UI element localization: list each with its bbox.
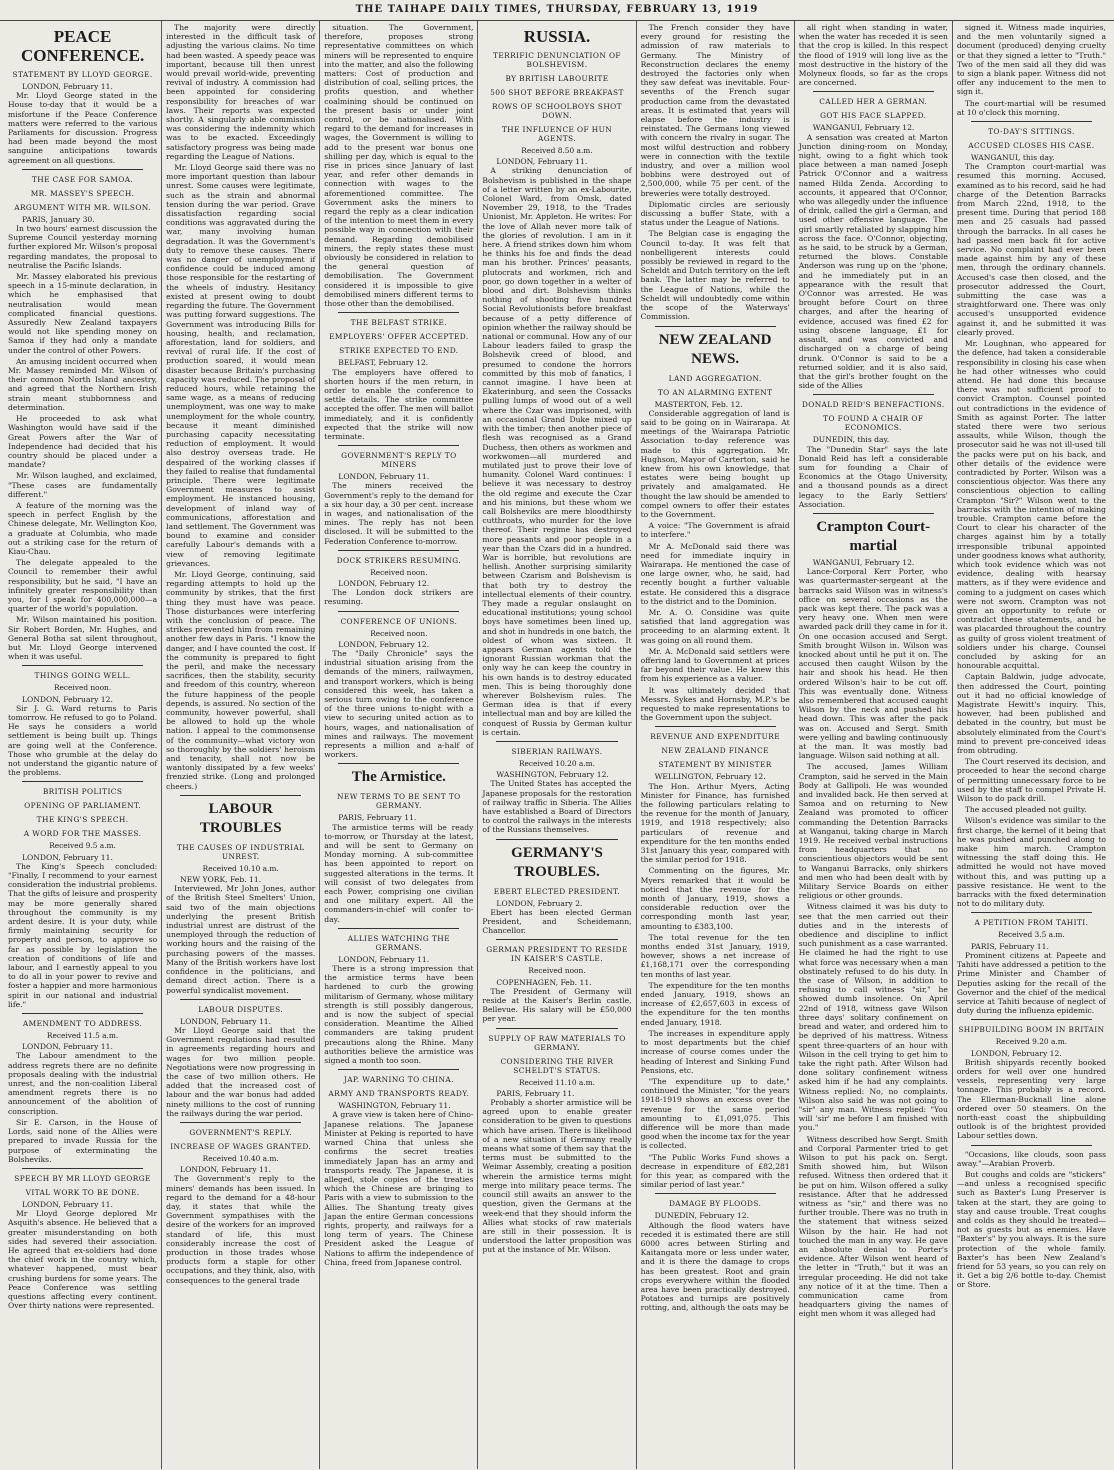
paragraph: "Occasions, like clouds, soon pass away."—Arabian Proverb. [956, 1149, 1106, 1168]
paragraph: The French consider they have every ground for resisting the admission of raw materials to Germany. The Ministry of Reconstruction declares the enemy destroyed the factories only when they saw defeat was inevitable. Four-sevenths of the French sugar production came from the devastated areas. It is estimated that years will elapse before the industry is reinstated. The Germans long viewed with concern the rivalry in sugar. The most wilful destruction and robbery were in connection with the textile industry, and over a million wool bobbins were destroyed out of 2,500,000, while 75 per cent. of the breweries were totally destroyed. [640, 23, 790, 198]
dateline: LONDON, February 11. [180, 1165, 272, 1175]
divider [971, 912, 1092, 913]
divider [496, 939, 617, 940]
subheading: TO AN ALARMING EXTENT [657, 387, 773, 397]
dateline: WANGANUI, this day. [970, 153, 1055, 163]
paragraph: A grave view is taken here of Chino-Japanese relations. The Japanese Minister at Peking is reported to have warned China that unless she confirms the secret treaties immediately Japan has an army and transports ready. The Japanese, it is alleged, stole copies of the treaties which the Chinese are bringing to Paris with a view to submission to the Allies. The Shantung treaty gives Japan the entire German concessions rights, property, and railways for a long term of years. The Chinese President asked the League of Nations to affirm the independence of China, freed from Japanese control. [324, 1110, 474, 1267]
subheading: JAP. WARNING TO CHINA. [343, 1075, 454, 1085]
dateline: DUNEDIN, this day. [812, 435, 890, 445]
subheading: GERMAN PRESIDENT TO RESIDE IN KAISER'S CASTLE. [486, 945, 628, 964]
dateline: LONDON, February 11. [180, 1016, 272, 1026]
divider [338, 550, 459, 551]
paragraph: situation. The Government, therefore, proposes strong representative committees on which miners will be represented to enquire into the matter, and also the following matters: Cost of production and distribution of coal, selling prices, the profits question, and whether coalmining should be continued on the present basis or under joint control, or be nationalised. With regard to the demand for increases in wages, the Government is willing to add to the present war bonus one shilling per day, which is equal to the rise in prices since January of last year, and refer other demands in connection with wages to the aforementioned committee. The Government asks the miners to regard the reply as a clear indication of the intention to meet them in every possible way in connection with their demand. Regarding demobilised miners, the reply states these must obviously be considered in relation to the general question of demobilisation. The Government considered it is impossible to give demobilised miners different terms to those other than the demobilised. [324, 23, 474, 309]
received-time: Received 11.10 a.m. [518, 1077, 596, 1087]
paragraph: Probably a shorter armistice will be agreed upon to enable greater consideration to be given to questions which have arisen. There is likelihood of a new situation if Germany really means what some of them say that the terms must be submitted to the Weimar Assembly, creating a position wherein the armistice terms might merge into military peace terms. The council still awaits an answer to the question, given the Germans at the week-end that they should inform the Allies what stocks of raw materials are still in their possession. It is understood the latter proposition was put at the instance of Mr. Wilson. [482, 1098, 632, 1255]
subheading: AMENDMENT TO ADDRESS. [22, 1019, 143, 1029]
column-4 [478, 21, 636, 1469]
divider [971, 121, 1092, 122]
divider [813, 91, 934, 92]
dateline: LONDON, February 11. [22, 852, 113, 862]
subheading: DONALD REID'S BENEFACTIONS. [801, 400, 945, 410]
paragraph: But coughs and colds are "stickers" —and unless a recognised specific such as Baxter's Lung Preserver is taken at the start, they are going to stay and cause trouble. Treat coughs and colds as they should be treated—not as guests but as enemies. Have "Baxter's" by you always. It is the sure protection of the whole family. Baxter's has been New Zealand's friend for 53 years, so you can rely on it. Get a big 2/6 bottle to-day. Chemist or Store. [956, 1169, 1106, 1290]
paragraph: The Government's reply to the miners' demands has been issued. In regard to the demand for a 48-hour day, it states that while the Government sympathises with the desire of the workers for an improved standard of life, this must considerably increase the cost of production in those trades whose products form a staple for other occupations, and they think, also, with consequences to the general trade [166, 1174, 316, 1285]
dateline: WASHINGTON, February 11. [338, 1101, 451, 1111]
dateline: BELFAST, February 12. [338, 358, 429, 368]
dateline: PARIS, February 11. [496, 1088, 575, 1098]
subheading: STRIKE EXPECTED TO END. [339, 346, 459, 356]
paragraph: A sensation was created at Marton Junction dining-room on Monday, night, owing to a fight which took place between a man named Joseph Patrick O'Connor and a waitress named Hilda Zenda. According to accounts, it appeared that O'Connor, who was allegedly under the influence of drink, called the girl a German, and used other offensive language. The girl smartly retaliated by slapping him across the face. O'Connor, objecting, as he said, to be struck by a German, returned the blows. Constable Anderson was rung up on the 'phone, and he immediately put in an appearance with the result that O'Connor was arrested. He was brought before Court on three charges, and after the hearing of evidence, accused was fined £2 for using obscene language, £1 for assault, and was convicted and discharged on a charge of being drunk. O'Connor is said to be a returned soldier, and it is also said, that the girl's brother fought on the side of the Allies [798, 132, 948, 391]
divider [338, 445, 459, 446]
received-time: Received 10.20 a.m. [518, 759, 596, 768]
headline: PEACE CONFERENCE. [20, 27, 145, 65]
paragraph: Considerable aggregation of land is said to be going on in Wairarapa. At meetings of the Wairarapa Patriotic Association to-day reference was made to this aggregation. Mr. Hughson, Mayor of Carterton, said he knew from his own knowledge, that estates were being bought up privately and amalgamated. He thought the law should be amended to compel owners to offer their estates to the Government. [640, 408, 790, 519]
dateline: LONDON, February 11. [338, 954, 430, 964]
divider [496, 839, 617, 840]
received-time: Received 10.40 a.m. [202, 1153, 279, 1163]
subheading: ARGUMENT WITH MR. WILSON. [14, 202, 151, 212]
paragraph: "The Public Works Fund shows a decrease in expenditure of £82,281 for this year, as compared with the similar period of last year." [640, 1152, 790, 1190]
divider [22, 665, 143, 666]
received-time: Received 10.10 a.m. [202, 863, 279, 873]
masthead: THE TAIHAPE DAILY TIMES, THURSDAY, FEBRUARY 13, 1919 [0, 0, 1114, 21]
column-3 [320, 21, 478, 1469]
paragraph: Mr Lloyd George deplored Mr Asquith's absence. He believed that a greater misunderstanding on both sides had severed their association. He agreed that ex-soldiers had done the chief work in the country which, whatever happened, must bear crushing burdens for some years. The Peace Conference was settling questions affecting every continent. Over thirty nations were represented. [8, 1209, 158, 1311]
dateline: LONDON, February 12. [22, 694, 113, 704]
dateline: WANGANUI, February 12. [812, 123, 915, 133]
dateline: WASHINGTON, February 12. [496, 770, 609, 780]
subheading: BY BRITISH LABOURITE [505, 74, 609, 83]
subheading: LAND AGGREGATION. [668, 373, 762, 383]
subheading: OPENING OF PARLIAMENT. [24, 801, 141, 811]
paragraph: Sir E. Carson, in the House of Lords, said none of the Allies were prepared to invade Russia for the purpose of exterminating the Bolsheviks. [8, 1117, 158, 1164]
paragraph: The President of Germany will reside at the Kaiser's Berlin castle, Bellevue. His salary will be £50,000 per year. [482, 986, 632, 1024]
paragraph: The employers have offered to shorten hours if the men return, in order to enable the conference to settle details. The strike committee accepted the offer. The men will ballot immediately, and it is confidently expected that the strike will now terminate. [324, 367, 474, 441]
paragraph: Mr. Wilson laughed, and exclaimed, "These cases are fundamentally different." [8, 471, 158, 499]
paragraph: The "Daily Chronicle" says the industrial situation arising from the demands of the miners, railwaymen, and transport workers, which is being considered this week, has taken a serious turn owing to the conference of the three unions to-night with a view to securing united action as to hours, wages, and nationalisation of mines and railways. The movement represents a million and a-half of workers. [324, 648, 474, 760]
paragraph: The Labour amendment to the address regrets there are no definite proposals dealing with the industrial unrest, and the non-coalition Liberal amendment regrets there is no announcement of the abolition of conscription. [8, 1051, 158, 1116]
subheading: DOCK STRIKERS RESUMING. [336, 555, 461, 565]
divider [813, 513, 934, 514]
subheading: THE KING'S SPEECH. [36, 815, 129, 825]
paragraph: Commenting on the figures, Mr. Myers remarked that it would be noticed that the revenue for the month of January, 1919, shows a considerable reduction over the corresponding month last year, amounting to £383,100. [640, 866, 790, 931]
paragraph: The increases in expenditure apply to most departments but the chief increase of course comes under the heading of Interest and Sinking Fund Pensions, etc. [640, 1028, 790, 1075]
subheading: ALLIES WATCHING THE GERMANS. [347, 933, 450, 952]
headline: The Armistice. [351, 769, 446, 786]
subheading: INCREASE OF WAGES GRANTED. [170, 1141, 312, 1151]
divider [180, 999, 301, 1000]
divider [813, 394, 934, 395]
paragraph: In two hours' earnest discussion the Supreme Council yesterday morning further explored Mr. Wilson's proposal regarding mandates, the proposal to neutralise the Pacific Islands. [8, 224, 158, 270]
subheading: TO FOUND A CHAIR OF ECONOMICS. [823, 414, 924, 433]
dateline: WANGANUI, February 12. [812, 557, 915, 567]
paragraph: Mr. Massey elaborated his previous speech in a 15-minute declaration, in which he emphasised that neutralisation would mean complicated financial questions. Assuredly New Zealand taxpayers would not like spending money on Samoa if they had only a mandate under the control of other Powers. [8, 272, 158, 355]
paragraph: A feature of the morning was the speech in perfect English by the Chinese delegate, Mr. Wellington Koo, a graduate at Columbia, who made out a striking case for the return of Kiau-Chau. [8, 500, 158, 556]
subheading: 500 SHOT BEFORE BREAKFAST [490, 88, 624, 97]
paragraph: An amusing incident occurred when Mr. Massey reminded Mr. Wilson of their common North Island ancestry, and agreed that the Northern Irish strain meant stubbornness and determination. [8, 356, 158, 412]
paragraph: Mr. Lloyd George said there was no more important question than labour unrest. Some causes were legitimate, such as the strain and abnormal tension during the war period. Grave dissatisfaction regarding social conditions was aggravated during the war, many involving human degradation. It was the Government's duty to remove these causes. There was no danger of unemployment if confidence could be induced among those responsible for the restarting of the wheels of industry. Hesitancy existed at present owing to doubt regarding the future. The Government was putting forward suggestions. The Government was introducing Bills for housing, health, and reclamation, afforestation, land for soldiers, and revival of rural life. If the cost of production soared, it would mean disaster because Britain's purchasing capacity was reduced. The proposal of reduced hours, while retaining the same wage, as a means of reducing unemployment, was one way to make unemployment for the whole country, because it meant diminished purchasing capacity necessitating reduction of employment. It would also destroy overseas trade. He despaired of the working classes if they failed to realise that fundamental principle. There were legitimate Government measures to assist employment. He instanced housing, development of inland way of communications, afforestation and land settlement. The Government was bound to examine and consider carefully Labour's demands with a view of removing legitimate grievances. [166, 163, 316, 568]
received-time: Received 9.5 a.m. [49, 841, 116, 851]
paragraph: The expenditure for the ten months ended January, 1919, shows an increase of £2,657,603 in excess of the expenditure for the ten months ended January, 1918. [640, 980, 790, 1027]
divider [655, 326, 776, 327]
paragraph: The "Dunedin Star" says the late Donald Reid has left a considerable sum for founding a Chair of Economics at the Otago University, and a thousand pounds as a direct legacy to the Early Settlers' Association. [798, 444, 948, 509]
subheading: REVENUE AND EXPENDITURE [650, 732, 781, 742]
headline: LABOUR TROUBLES [199, 800, 282, 836]
subheading: A WORD FOR THE MASSES. [23, 829, 142, 839]
subheading: SUPPLY OF RAW MATERIALS TO GERMANY. [488, 1033, 626, 1052]
paragraph: Mr. Loughnan, who appeared for the defence, had taken a considerable responsibility in closing his case when he had other witnesses who could attend. He had done this because there was not sufficient proof to convict Crampton. Counsel pointed out contradictions in the evidence of Smith as against Porter. The latter stated there were two serious assaults, while Wilson, though the prosecutor said he was not ill-used till the packs were put on his back, and other details of the evidence were contradicted by Porter. Wilson was a conscientious objector. Was there any conscientious objection to calling Crampton "Sir?" Wilson went to the barracks with the intention of making trouble. Crampton came before the Court to clear his character of the charges against him by a totally irresponsible tribunal appointed under goodness knows what authority, which took evidence which was not evidence, dealing with hearsay matters, as if they were evidence and coming to a judgment on cases which were not sworn. Crampton was not given an opportunity to refute or contradict these statements, and he was placarded throughout the country as guilty of gross violent treatment of soldiers under his charge. Counsel concluded by asking for an honourable acquittal. [956, 339, 1106, 671]
divider [496, 741, 617, 742]
subheading: EMPLOYERS' OFFER ACCEPTED. [329, 332, 469, 342]
subheading: GOVERNMENT'S REPLY. [189, 1127, 293, 1137]
received-time: Received noon. [370, 628, 428, 638]
paragraph: The King's Speech concluded: "Finally, I recommend to your earnest consideration the industrial problems. That the gifts of leisure and prosperity may be more generally shared throughout the community is my ardent desire. It is your duty, while firmly maintaining security for property and person, to approve so far as possible by legislation the creation of conditions of life and labour, and I earnestly appeal to you to do all in your power to revive and foster a happier and more harmonious spirit in our national and industrial life." [8, 861, 158, 1009]
divider [971, 1019, 1092, 1020]
dateline: LONDON, February 11. [338, 472, 430, 482]
paragraph: The delegate appealed to the Council to remember their awful responsibility, but he said, "I have an infinitely greater responsibility than you, for I speak for 400,000,000—a quarter of the world's population. [8, 558, 158, 614]
headline: RUSSIA. [523, 27, 591, 46]
paragraph: Witness described how Sergt. Smith and Corporal Parmenter tried to get Wilson to put his pack on. Sergt. Smith showed him, but Wilson refused. Witness then ordered that it be put on him. Wilson offered a sulky resistance. After that he addressed witness as "sir," and there was no further trouble. There was no truth in the statement that witness seized Wilson by the hair. He had not touched the man in any way. He gave an absolute denial to Porter's evidence. After Wilson went heard of the letter in "Truth," but it was an irregular proceeding. He did not take any notice of it at the time. Then a communication came from headquarters giving the names of eight men whom it was alleged had [798, 1134, 948, 1319]
subheading: CONFERENCE OF UNIONS. [340, 616, 458, 626]
column-5 [637, 21, 795, 1469]
subheading: BRITISH POLITICS [42, 787, 123, 797]
paragraph: Prominent citizens at Papeete and Tahiti have addressed a petition to the Prime Minister and Chamber of Deputies asking for the recall of the Governor and the chief of the medical service at Tahiti because of neglect of duty during the influenza epidemic. [956, 950, 1106, 1016]
dateline: COPENHAGEN, Feb. 11. [496, 977, 592, 987]
dateline: LONDON, February 12. [338, 639, 430, 649]
dateline: LONDON, February 12. [970, 1048, 1062, 1058]
paragraph: Sir J. G. Ward returns to Paris tomorrow. He refused to go to Poland. He says he considers a world settlement is being built up. Things are going well at the Conference. Those who grumble at the delay do not understand the gigantic nature of the problems. [8, 703, 158, 778]
received-time: Received noon. [53, 683, 112, 693]
divider [655, 1193, 776, 1194]
column-6 [795, 21, 953, 1469]
subheading: CALLED HER A GERMAN. [819, 97, 928, 107]
subheading: MR. MASSEY'S SPEECH. [30, 188, 135, 198]
divider [338, 611, 459, 612]
dateline: LONDON, February 2. [496, 898, 583, 908]
column-7 [953, 21, 1110, 1469]
paragraph: The court-martial will be resumed at 10 o'clock this morning. [956, 98, 1106, 117]
paragraph: Witness claimed it was his duty to see that the men carried out their duties and in the interests of obedience and discipline to inflict such punishment as a case warranted. He claimed he had the right to use what force was necessary when a man obstinately refused to do his duty. In the case of Wilson, in addition to refusing to call witness "sir," he showed dumb insolence. On April 22nd of 1918, witness gave Wilson three days' solitary confinement on bread and water, and ordered him to be deprived of his mattress. Witness spent three-quarters of an hour with Wilson in the cell trying to get him to take the right path. After Wilson had done solitary confinement witness asked him if he had any complaints. Witness replied: No, no complaints. Wilson also said he was not going to "sir" any man. Witness replied: "You will 'sir' me before I am finished with you." [798, 902, 948, 1133]
subheading: DAMAGE BY FLOODS. [668, 1199, 762, 1209]
paragraph: The armistice terms will be ready to-morrow, or Thursday at the latest, and will be sent to Germany on Monday morning. A sub-committee has been appointed to report on suggested alterations in the terms. It will consist of two delegates from each Power, comprising one civilian and one military expert. All the commanders-in-chief will confer to-day. [324, 822, 474, 924]
headline: Crampton Court-martial [816, 518, 931, 554]
paragraph: Mr A. McDonald said there was need for immediate inquiry in Wairarapa. He mentioned the case of one large owner, who, he said, had recently bought a further valuable estate. He considered this a disgrace to the district and to the Dominion. [640, 541, 790, 606]
paragraph: Although the flood waters have receded it is estimated there are still 6000 acres between Stirling and Kaitangata more or less under water, and it is there the damage to crops has been greatest. Root and grain crops everywhere within the flooded area have been practically destroyed. Potatoes and turnips are positively rotting, and, although the oats may be [640, 1220, 790, 1313]
subheading: THE BELFAST STRIKE. [350, 318, 448, 328]
subheading: ACCUSED CLOSES HIS CASE. [968, 141, 1095, 151]
divider [22, 1168, 143, 1169]
paragraph: Lance-Corporal Kerr Porter, who was quartermaster-sergeant at the barracks said Wilson was in witness's office on several occasions as the pack was kept there. The pack was a very heavy one. When men were awarded pack drill they came in for it. On one occasion accused and Sergt. Smith brought Wilson in. Wilson was knocked about until he put it on. The accused then caught Wilson by the hair and shook his head. He then ordered Wilson's hair to be cut off. This was eventually done. Witness also remembered that accused caught Wilson by the neck and pushed his head down. This was after the pack was on. Accused and Sergt. Smith were yelling and bawling continuously at the man. It was mostly bad language. Wilson said nothing at all. [798, 567, 948, 761]
divider [22, 169, 143, 170]
paragraph: The majority were directly interested in the difficult task of adjusting the various claims. No time had been wasted. A speedy peace was important, because till then unrest would prevail world-wide, preventing revival of industry. A commission had been appointed for considering responsibility for breaches of war laws. Their reports was expected shortly. A singularly able commission was considering the indemnity which was to be exacted. Exceedingly satisfactory progress was being made regarding the League of Nations. [166, 23, 316, 161]
paragraph: The accused, James William Crampton, said he served in the Main Body at Gallipoli. He was wounded and invalided back. He then served at Samoa and on returning to New Zealand was promoted to officer commanding the Detention Barracks at Wanganui, taking charge in March 1919. He received verbal instructions from headquarters that no conscientious objectors would be sent to Wanganui Barracks, only shirkers and men who had been dealt with by Military Service Boards on either religious or other grounds. [798, 762, 948, 901]
dateline: WELLINGTON, February 12. [654, 772, 766, 782]
received-time: Received 9.20 a.m. [995, 1037, 1068, 1047]
subheading: LABOUR DISPUTES. [198, 1004, 284, 1014]
subheading: SIBERIAN RAILWAYS. [511, 747, 603, 756]
subheading: THE CAUSES OF INDUSTRIAL UNREST. [176, 842, 305, 861]
received-time: Received 8.50 a.m. [521, 146, 593, 155]
received-time: Received 11.5 a.m. [46, 1031, 119, 1041]
paragraph: A voice: "The Government is afraid to interfere." [640, 521, 790, 540]
subheading: TO-DAY'S SITTINGS. [988, 127, 1075, 137]
divider [971, 1145, 1092, 1146]
divider [180, 1122, 301, 1123]
subheading: VITAL WORK TO BE DONE. [25, 1187, 140, 1197]
subheading: GOVERNMENT'S REPLY TO MINERS [341, 451, 457, 470]
paragraph: Mr. A. O. Considine was quite satisfied that land aggregation was proceeding to an alarming extent. It was going on all round them. [640, 607, 790, 645]
dateline: LONDON, February 11. [22, 1042, 113, 1052]
paragraph: He proceeded to ask what Washington would have said if the Great Powers after the War of Independence had decided that his country should be placed under a mandate? [8, 414, 158, 470]
subheading: NEW ZEALAND FINANCE [661, 746, 769, 756]
subheading: SHIPBUILDING BOOM IN BRITAIN [958, 1025, 1105, 1035]
divider [338, 928, 459, 929]
dateline: PARIS, February 11. [970, 941, 1049, 951]
subheading: ROWS OF SCHOOLBOYS SHOT DOWN. [492, 102, 622, 120]
paragraph: Captain Baldwin, judge advocate, then addressed the Court, pointing out it had no official knowledge of Magistrate Hewitt's inquiry. This, however, had been published and debated in the country, but must be absolutely eliminated from the Court's mind to prevent pre-conceived ideas from obtruding. [956, 672, 1106, 756]
divider [338, 1069, 459, 1070]
dateline: LONDON, February 11. [22, 82, 113, 91]
subheading: STATEMENT BY MINISTER [658, 760, 772, 770]
divider [22, 1013, 143, 1014]
headline: GERMANY'S TROUBLES. [511, 844, 603, 880]
received-time: Received 3.5 a.m. [998, 930, 1065, 940]
paragraph: Mr. Wilson maintained his position. Sir Robert Borden, Mr. Hughes, and General Botha sat silent throughout, but Mr. Lloyd George intervened when it was useful. [8, 615, 158, 662]
paragraph: Mr Lloyd George said that the Government regulations had resulted in agreements regarding hours and wages for two million people. Negotiations were now progressing in the case of two million others. He added that the increased cost of labour and the war bonus had added ninety millions to the cost of running the railways during the war period. [166, 1025, 316, 1118]
subheading: TERRIFIC DENUNCIATION OF BOLSHEVISM. [493, 51, 621, 69]
paragraph: The London dock strikers are resuming. [324, 588, 474, 607]
divider [338, 763, 459, 764]
divider [496, 1028, 617, 1029]
dateline: LONDON, February 12. [338, 578, 430, 588]
paragraph: Wilson's evidence was similar to the first charge, the kernel of it being that he was pushed and punched along to make him march. Crampton witnessing the staff doing this. He admitted he would not have moved without this, and was putting up a passive resistance. He went to the barracks with the fixed determination not to do military duty. [956, 816, 1106, 909]
dateline: PARIS, February 11. [338, 813, 417, 823]
paragraph: The Court reserved its decision, and proceeded to hear the second charge of permitting unnecessary force to be used by the staff to compel Private H. Wilson to do pack drill. [956, 757, 1106, 804]
subheading: GOT HIS FACE SLAPPED. [820, 111, 927, 121]
received-time: Received noon. [528, 966, 586, 976]
paragraph: It was ultimately decided that Messrs. Sykes and Hornsby, M.P.'s be requested to make representations to the Government upon the subject. [640, 685, 790, 723]
column-2 [162, 21, 320, 1469]
dateline: NEW YORK, Feb. 11. [180, 875, 262, 885]
paragraph: The Crampton court-martial was resumed this morning. Accused, examined as to his record, said he had charge of the Detention Barracks from March 22nd, 1918, to the present time. During that period 188 men and 25 casuals had passed through the barracks. In all cases he had passed men back fit for active service. No complaint had ever been made against him by any of these men, through the ordinary channels. Accused's case then closed, and the prosecutor addressed the Court, submitting the case was a straightforward one. There was only accused's unsupported evidence against it, and he submitted it was clearly proved. [956, 162, 1106, 337]
subheading: THE CASE FOR SAMOA. [31, 174, 134, 184]
subheading: THE INFLUENCE OF HUN AGENTS. [501, 125, 613, 143]
dateline: MASTERTON, Feb. 12. [654, 399, 743, 409]
column-1 [4, 21, 162, 1469]
divider [180, 795, 301, 796]
received-time: Received noon. [370, 567, 428, 577]
paragraph: Mr. A. McDonald said settlers were offering land to Government at prices far beyond their value. He knew this from his experience as a valuer. [640, 646, 790, 684]
subheading: ARMY AND TRANSPORTS READY. [328, 1089, 470, 1099]
paragraph: The miners received the Government's reply to the demand for a six hour day, a 30 per cent. increase in wages, and nationalisation of the mines. The reply has not been disclosed. It will be submitted to the Federation Conference to-morrow. [324, 481, 474, 546]
subheading: THINGS GOING WELL. [34, 671, 131, 681]
subheading: NEW TERMS TO BE SENT TO GERMANY. [337, 792, 461, 811]
headline: NEW ZEALAND NEWS. [658, 331, 772, 367]
paragraph: British shipyards recently booked orders for well over one hundred vessels, representing very large tonnage. This probably is a record. The Ellerman-Bucknall line alone ordered over 50 steamers. On the north-east coast the shipbuilding outlook is of the brightest provided Labour settles down. [956, 1057, 1106, 1141]
subheading: SPEECH BY MR LLOYD GEORGE [14, 1173, 151, 1183]
paragraph: The total revenue for the ten months ended 31st January, 1919, however, shows a net increase of £1,168,171 over the corresponding ten months of last year. [640, 932, 790, 979]
dateline: LONDON, February 11. [496, 157, 588, 167]
paragraph: The Hon. Arthur Myers, Acting Minister for Finance, has furnished the following particulars relating to the revenue for the month of January, 1919, and 1918 respectively; also particulars of revenue and expenditure for the ten months ended 31st January this year, compared with the similar period for 1918. [640, 781, 790, 865]
divider [338, 312, 459, 313]
subheading: A PETITION FROM TAHITI. [974, 918, 1089, 928]
paragraph: The Belgian case is engaging the Council to-day. It was felt that nonbelligerent interests could possibly be reviewed in regard to the Scheldt and Dutch territory on the left bank. The latter may be referred to the League of Nations, while the Scheldt will undoubtedly come within the scope of the Waterways' Commission. [640, 229, 790, 322]
paragraph: "The expenditure up to date," continued the Minister, "for the years 1918-1919 shows an excess over the revenue for the same period amounting to £1,091,075. This difference will be more than made good when the income tax for the year is collected. [640, 1076, 790, 1151]
subheading: CONSIDERING THE RIVER SCHELDT'S STATUS. [500, 1056, 614, 1075]
paragraph: Mr. Lloyd George, continuing, said regarding attempts to hold up the community by strikes, that the first thing they must have was peace. Those disturbances were interfering with the conclusion of peace. The strikes prevented him from remaining another few days in Paris. "I know the danger, and I have counted the cost. If the community is prepared to fight the peril, and make the necessary sacrifices, then the stability, security and freedom of this country, whereon the future happiness of the people depends, is assured. No section of the community, however powerful, shall be allowed to hold up the whole nation. I appeal to the commonsense of the community—what victory won so thoroughly by the soldiers' heroism and tenacity, shall not now be wantonly dissipated by a few weeks' frenzied strike. (Long and prolonged cheers.) [166, 569, 316, 791]
dateline: DUNEDIN, February 12. [654, 1211, 749, 1221]
divider [655, 726, 776, 727]
paragraph: Diplomatic circles are seriously discussing a buffer State, with a status under the League of Nations. [640, 199, 790, 228]
paragraph: The accused pleaded not guilty. [964, 805, 1087, 815]
divider [22, 781, 143, 782]
paragraph: Interviewed, Mr John Jones, author of the British Steel Smelters' Union, said two of the main objections underlying the present British industrial unrest are distrust of the unemployed through the reduction of working hours and the raising of the purchasing powers of the masses. Many of the British workers have lost confidence in the politicians, and demand direct action. There is a powerful syndicalist movement. [166, 884, 316, 995]
paragraph: Mr. Lloyd George stated in the House to-day that it would be a misfortune if the Peace Conference matters were referred to the various Parliaments for discussion. Progress had been made beyond the most sanguine anticipations towards agreement on all questions. [8, 91, 158, 165]
subheading: EBERT ELECTED PRESIDENT. [493, 886, 621, 896]
paragraph: Ebert has been elected German President, and Scheidemann, Chancellor. [482, 907, 632, 936]
dateline: PARIS, January 30. [22, 214, 95, 224]
paragraph: A striking denunciation of Bolshevism is published in the shape of a letter written by an ex-Labourite, Colonel Ward, from Omsk, dated November 29, 1918, to the 'Trades Unionist, Mr. Appleton. He writes: For the love of Allah never more talk of the glories of revolution. I am in it here. A friend strikes down him whom he thinks his foe and finds the dead man his brother. Princes' peasants, plutocrats and workmen, rich and poor, go down together in a welter of blood and dirt. Bolshevism thinks nothing of shooting five hundred Social Revolutionists before breakfast because of a petty difference of opinion whether the railway should be national or communal. How any of our Labour leaders failed to grasp the Bolshevik creed of blood, and presumed to condone the horrors committed by this mob of fanatics, I cannot imagine. I have been at Ekaterinburg, and seen the Cossacks pulling lumps of wood out of a well where the Czar was imprisoned, with an occasional Grand Duke mixed up with the timber; then another piece of flesh was recognised as a Grand Duchess, then others as workmen and workwomen—all murdered and mutilated just to prove their love of humanity. Colonel Ward continues: I believe it was necessary to destroy the old regime and execute the Czar and his minions, but these whom we call Bolsheviks are mere bloodthirsty cutthroats, who murder for the love thereof. Their regime has destroyed more peasants and poor people in a year than the Czars did in a hundred. War is horrible, but revolutions are hellish. Another surprising similarity between Czarism and Bolshevism is that both try to destroy the intellectual elements of their country. They made a regular onslaught on educational institutions; young school boys have sometimes been lined up, and shot in hundreds in one batch, the oldest of whom was sixteen. It appears German agents told the ignorant Russian workman that the only way he can keep the country in his own hands is to destroy educated men. This is being thoroughly done wherever Bolshevism rules. The German idea is that if every intellectual man and boy are killed the conquest of Russia by German kultur is certain. [482, 166, 632, 737]
paragraph: The United States has accepted the Japanese proposals for the restoration of railway traffic in Siberia. The Allies have established a Board of Directors to control the railways in the interests of the Russians themselves. [482, 779, 632, 835]
columns [0, 21, 1114, 1469]
paragraph: There is a strong impression that the armistice terms have been hardened to curb the growing militarism of Germany, whose military strength is still possibly dangerous, and is now the subject of special consideration. Meantime the Allied commanders are taking prudent precautions along the Rhine. Many authorities believe the armistice was signed a month too soon. [324, 964, 474, 1066]
paragraph: signed it. Witness made inquiries, and the men voluntarily signed a document (produced) denying cruelty or that they signed a letter to "Truth." Two of the men said all they did was to sign a blank paper. Witness did not offer any inducement to the men to sign it. [956, 23, 1106, 97]
subheading: STATEMENT BY LLOYD GEORGE. [12, 70, 153, 79]
dateline: LONDON, February 11. [22, 1199, 113, 1209]
paragraph: all right when standing in water, when the water has receded it is seen that the crop is killed. In this respect the flood of 1919 will long live as the most destructive in the history of the Molyneux floods, so far as the crops are concerned. [798, 23, 948, 88]
